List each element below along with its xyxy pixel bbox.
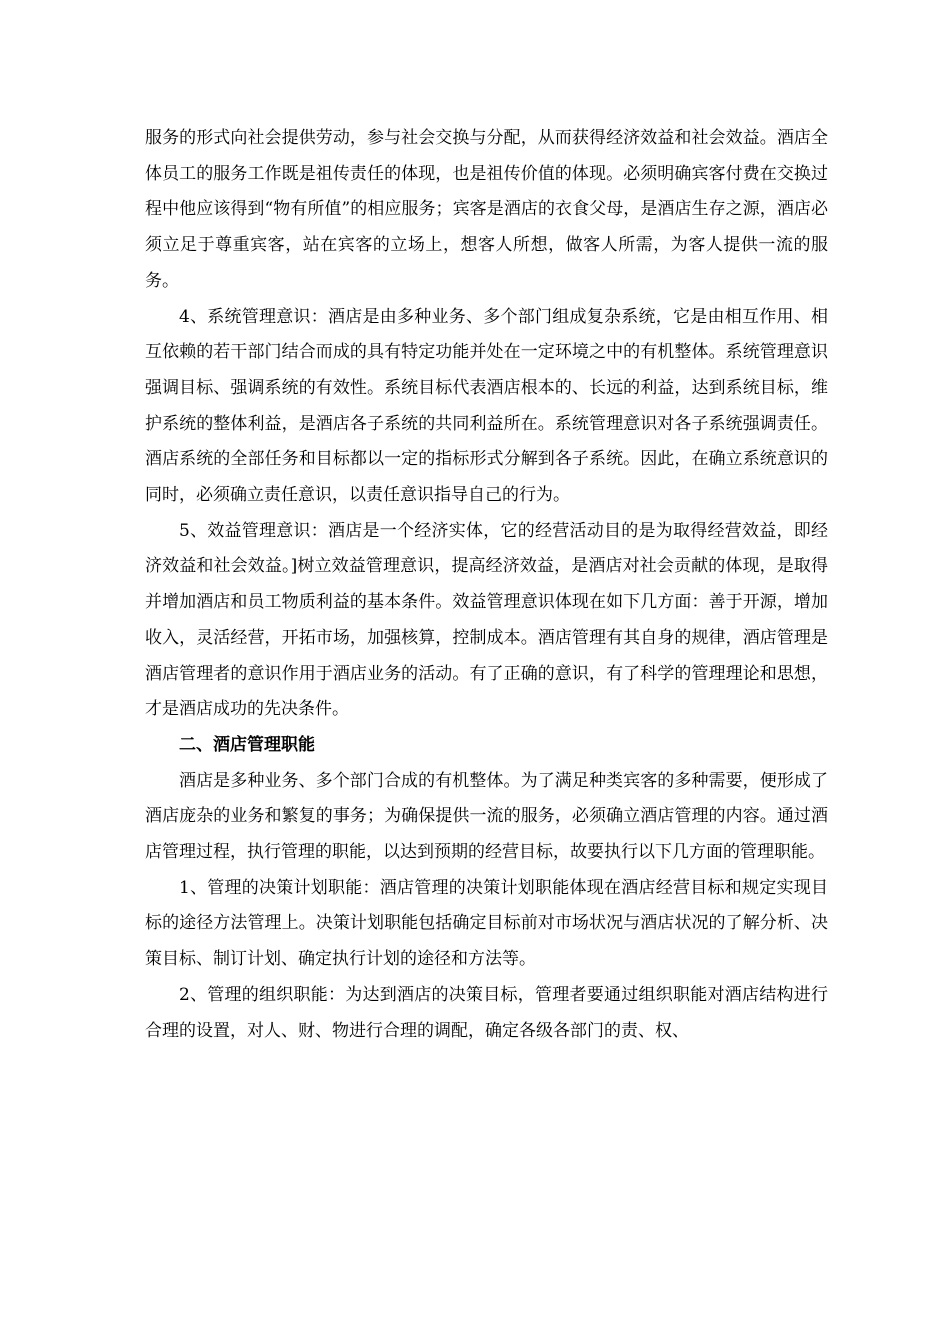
paragraph-benefit-management: 5、效益管理意识：酒店是一个经济实体，它的经营活动目的是为取得经营效益，即经济效益和社会效益。]树立效益管理意识，提高经济效益，是酒店对社会贡献的体现，是取得并增加酒店和员工物质利益的基本条件。效益管理意识体现在如下几方面：善于开源，增加收入，灵活经营，开拓市场，加强核算，控制成本。酒店管理有其自身的规律，酒店管理是酒店管理者的意识作用于酒店业务的活动。有了正确的意识，有了科学的管理理论和思想，才是酒店成功的先决条件。	[145, 520, 828, 720]
paragraph-system-management: 4、系统管理意识：酒店是由多种业务、多个部门组成复杂系统，它是由相互作用、相互依赖的若干部门结合而成的具有特定功能并处在一定环境之中的有机整体。系统管理意识强调目标、强调系统的有效性。系统目标代表酒店根本的、长远的利益，达到系统目标，维护系统的整体利益，是酒店各子系统的共同利益所在。系统管理意识对各子系统强调责任。酒店系统的全部任务和目标都以一定的指标形式分解到各子系统。因此，在确立系统意识的同时，必须确立责任意识，以责任意识指导自己的行为。	[145, 306, 828, 506]
section-heading: 二、酒店管理职能	[179, 734, 315, 755]
paragraph-service-continued: 服务的形式向社会提供劳动，参与社会交换与分配，从而获得经济效益和社会效益。酒店全体员工的服务工作既是祖传责任的体现，也是祖传价值的体现。必须明确宾客付费在交换过程中他应该得到“物有所值”的相应服务；宾客是酒店的衣食父母，是酒店生存之源，酒店必须立足于尊重宾客，站在宾客的立场上，想客人所想，做客人所需，为客人提供一流的服务。	[145, 128, 828, 291]
paragraph-decision-planning: 1、管理的决策计划职能：酒店管理的决策计划职能体现在酒店经营目标和规定实现目标的途径方法管理上。决策计划职能包括确定目标前对市场状况与酒店状况的了解分析、决策目标、制订计划、确定执行计划的途径和方法等。	[145, 877, 828, 970]
paragraph-management-functions-intro: 酒店是多种业务、多个部门合成的有机整体。为了满足种类宾客的多种需要，便形成了酒店庞杂的业务和繁复的事务；为确保提供一流的服务，必须确立酒店管理的内容。通过酒店管理过程，执行管理的职能，以达到预期的经营目标，故要执行以下几方面的管理职能。	[145, 770, 828, 863]
document-body	[145, 121, 828, 1049]
paragraph-organization: 2、管理的组织职能：为达到酒店的决策目标，管理者要通过组织职能对酒店结构进行合理的设置，对人、财、物进行合理的调配，确定各级各部门的责、权、	[145, 984, 828, 1041]
